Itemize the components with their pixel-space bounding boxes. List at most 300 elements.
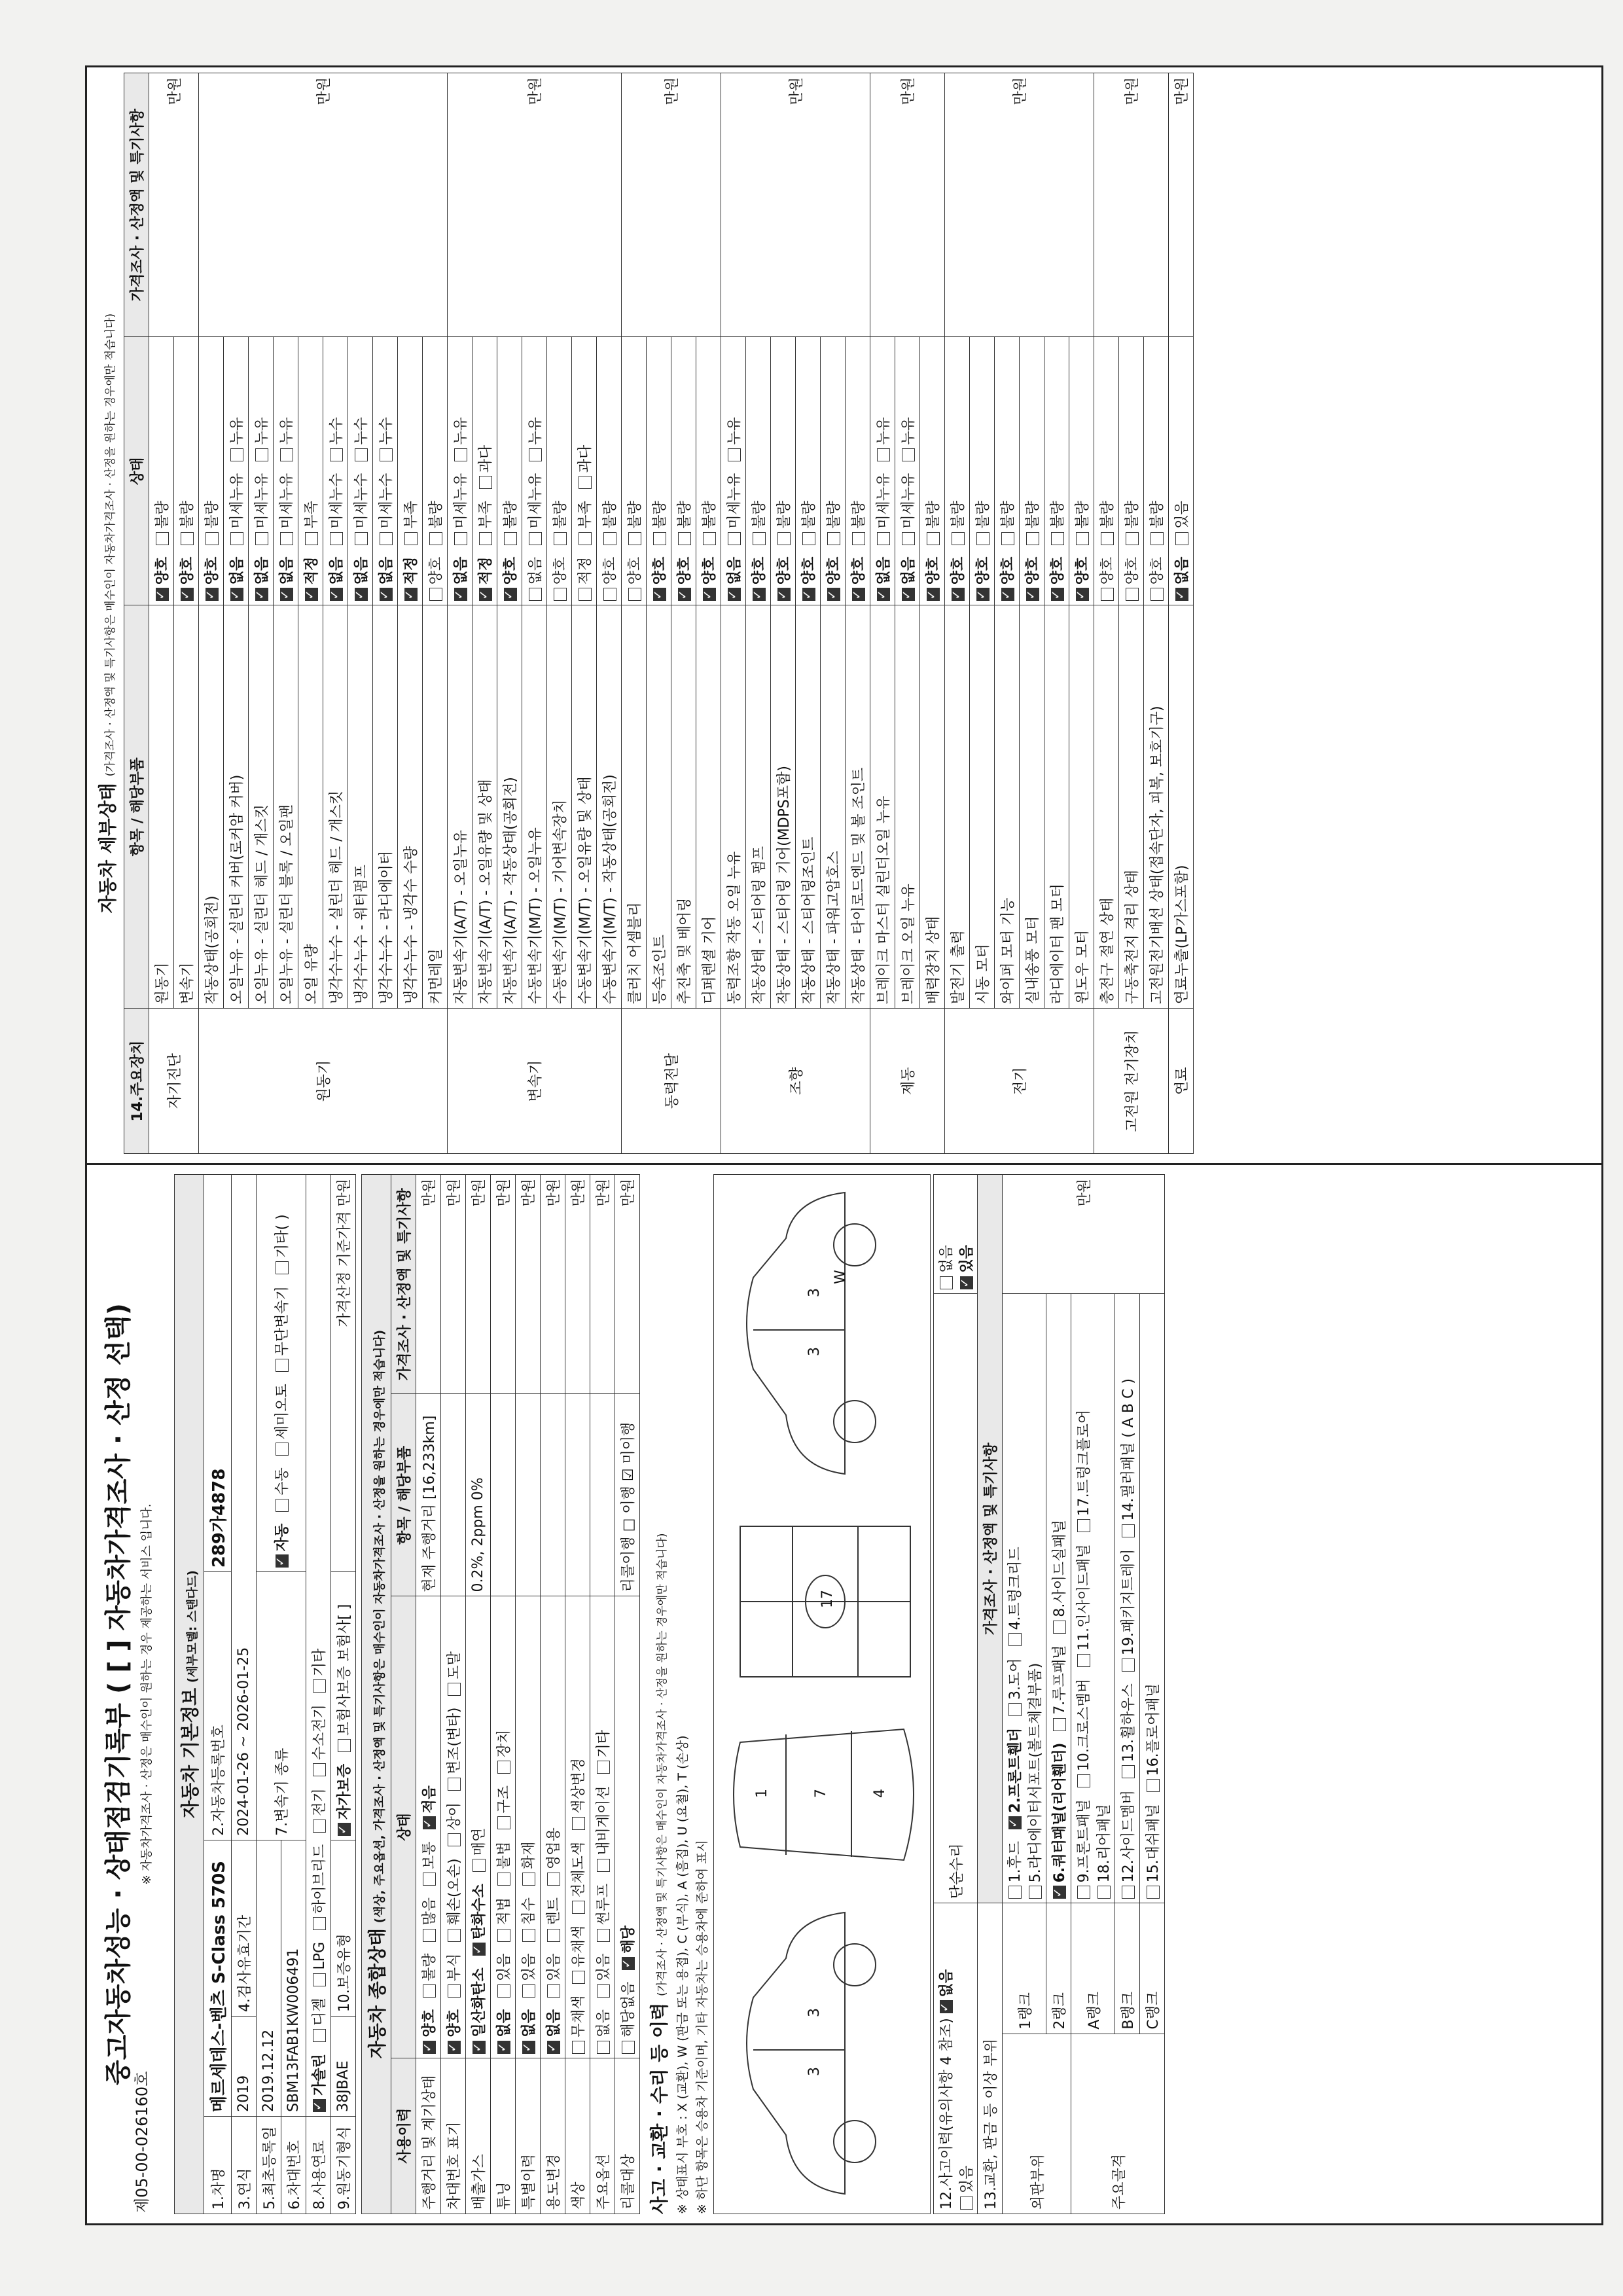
- checkbox[interactable]: [404, 532, 418, 545]
- general-option[interactable]: 보통: [421, 1842, 438, 1886]
- checkbox[interactable]: [454, 588, 467, 601]
- rank-item[interactable]: 8.사이드실패널: [1052, 1520, 1068, 1634]
- checkbox[interactable]: [330, 532, 343, 545]
- detail-option[interactable]: 누유: [229, 417, 245, 461]
- detail-option[interactable]: ✓양호: [1000, 557, 1016, 601]
- detail-option[interactable]: ✓양호: [179, 557, 196, 601]
- checkbox[interactable]: [313, 1763, 326, 1776]
- checkbox[interactable]: [423, 2041, 436, 2054]
- fuel-option[interactable]: 전기: [312, 1788, 328, 1833]
- detail-option[interactable]: 양호: [428, 557, 444, 601]
- checkbox[interactable]: [777, 532, 791, 545]
- checkbox[interactable]: [313, 1917, 326, 1930]
- checkbox[interactable]: [877, 532, 890, 545]
- checkbox[interactable]: [230, 532, 243, 545]
- checkbox[interactable]: [728, 588, 741, 601]
- detail-option[interactable]: 적정: [577, 557, 594, 601]
- checkbox[interactable]: [1150, 532, 1164, 545]
- checkbox[interactable]: [1122, 1886, 1135, 1899]
- rank-item[interactable]: 9.프론트패널: [1076, 1799, 1092, 1899]
- general-option[interactable]: 있음: [546, 1954, 562, 1998]
- checkbox[interactable]: [355, 588, 368, 601]
- detail-option[interactable]: 부족: [577, 501, 594, 545]
- detail-option[interactable]: 불량: [975, 501, 991, 545]
- checkbox[interactable]: [276, 1443, 289, 1456]
- checkbox[interactable]: [547, 2041, 560, 2054]
- checkbox[interactable]: [479, 532, 492, 545]
- detail-option[interactable]: ✓없음: [279, 557, 295, 601]
- detail-option[interactable]: 미세누유: [527, 473, 544, 545]
- detail-option[interactable]: 미세누수: [378, 473, 395, 545]
- rank-item[interactable]: 11.인사이드패널: [1076, 1544, 1092, 1667]
- rank-item[interactable]: 16.플로어패널: [1145, 1683, 1162, 1792]
- detail-option[interactable]: ✓없음: [876, 557, 892, 601]
- detail-option[interactable]: 양호: [1099, 557, 1116, 601]
- checkbox[interactable]: [827, 532, 840, 545]
- detail-option[interactable]: ✓없음: [254, 557, 270, 601]
- general-option[interactable]: ✓탄화수소: [471, 1884, 488, 1956]
- general-option[interactable]: 내비게이션: [596, 1786, 612, 1872]
- checkbox[interactable]: [852, 588, 865, 601]
- detail-option[interactable]: 없음: [527, 557, 544, 601]
- detail-option[interactable]: 불량: [702, 501, 718, 545]
- checkbox[interactable]: [1053, 1621, 1066, 1634]
- checkbox[interactable]: [313, 1973, 326, 1986]
- detail-option[interactable]: ✓양호: [154, 557, 171, 601]
- accident-option[interactable]: 있음: [959, 2165, 975, 2210]
- checkbox[interactable]: [423, 1873, 436, 1886]
- general-option[interactable]: 렌트: [546, 1897, 562, 1942]
- rank-item[interactable]: 10.크로스멤버: [1076, 1679, 1092, 1787]
- checkbox[interactable]: [1077, 1519, 1090, 1532]
- checkbox[interactable]: [952, 588, 965, 601]
- simple-repair-option[interactable]: 없음: [938, 1245, 955, 1289]
- checkbox[interactable]: [597, 1984, 610, 1998]
- checkbox[interactable]: [338, 1823, 351, 1836]
- checkbox[interactable]: [522, 1873, 535, 1886]
- checkbox[interactable]: [448, 1984, 461, 1998]
- checkbox[interactable]: [497, 1761, 510, 1774]
- checkbox[interactable]: [330, 588, 343, 601]
- general-option[interactable]: 있음: [496, 1954, 512, 1998]
- general-option[interactable]: 무채색: [571, 1996, 587, 2054]
- checkbox[interactable]: [156, 532, 169, 545]
- fuel-option[interactable]: 하이브리드: [312, 1844, 328, 1930]
- checkbox[interactable]: [338, 1739, 351, 1752]
- general-option[interactable]: ✓일산화탄소: [471, 1967, 488, 2053]
- fuel-option[interactable]: ✓가솔린: [312, 2054, 328, 2112]
- checkbox[interactable]: [952, 532, 965, 545]
- checkbox[interactable]: [1029, 1886, 1042, 1899]
- trans-option[interactable]: ✓자동: [274, 1524, 291, 1568]
- fuel-option[interactable]: 수소전기: [312, 1704, 328, 1776]
- rank-item[interactable]: 13.휠하우스: [1120, 1683, 1137, 1778]
- general-option[interactable]: ✓없음: [496, 2009, 512, 2054]
- checkbox[interactable]: [653, 532, 666, 545]
- detail-option[interactable]: ✓없음: [1174, 557, 1190, 601]
- checkbox[interactable]: [1001, 532, 1014, 545]
- detail-option[interactable]: 누수: [329, 417, 345, 461]
- checkbox[interactable]: [1008, 1816, 1022, 1829]
- checkbox[interactable]: [547, 1984, 560, 1998]
- checkbox[interactable]: [1077, 1654, 1090, 1667]
- rank-item[interactable]: 19.패키지트레이: [1120, 1549, 1137, 1672]
- checkbox[interactable]: [313, 1679, 326, 1693]
- checkbox[interactable]: [497, 1929, 510, 1942]
- checkbox[interactable]: [1026, 588, 1039, 601]
- checkbox[interactable]: [927, 588, 940, 601]
- checkbox[interactable]: [1122, 1765, 1135, 1778]
- checkbox[interactable]: [554, 588, 567, 601]
- checkbox[interactable]: [1051, 532, 1064, 545]
- checkbox[interactable]: [522, 2041, 535, 2054]
- detail-option[interactable]: 누유: [901, 417, 917, 461]
- detail-option[interactable]: ✓양호: [503, 557, 519, 601]
- checkbox[interactable]: [497, 1984, 510, 1998]
- rank-item[interactable]: 15.대쉬패널: [1145, 1804, 1162, 1899]
- detail-option[interactable]: 불량: [154, 501, 171, 545]
- checkbox[interactable]: [1001, 588, 1014, 601]
- detail-option[interactable]: 양호: [1149, 557, 1166, 601]
- checkbox[interactable]: [423, 1929, 436, 1942]
- checkbox[interactable]: [380, 448, 393, 461]
- checkbox[interactable]: [529, 532, 542, 545]
- general-option[interactable]: 적법: [496, 1897, 512, 1942]
- checkbox[interactable]: [976, 588, 990, 601]
- checkbox[interactable]: [1147, 1779, 1160, 1792]
- detail-option[interactable]: 과다: [478, 445, 494, 490]
- detail-option[interactable]: 누유: [726, 417, 743, 461]
- rank-item[interactable]: ✓2.프론트휀더: [1007, 1728, 1024, 1829]
- checkbox[interactable]: [479, 476, 492, 489]
- checkbox[interactable]: [504, 532, 517, 545]
- general-option[interactable]: 불법: [496, 1842, 512, 1886]
- detail-option[interactable]: ✓적정: [304, 557, 320, 601]
- checkbox[interactable]: [522, 1929, 535, 1942]
- checkbox[interactable]: [280, 588, 293, 601]
- checkbox[interactable]: [255, 448, 268, 461]
- checkbox[interactable]: [255, 588, 268, 601]
- detail-option[interactable]: ✓양호: [1025, 557, 1041, 601]
- general-option[interactable]: 기타: [596, 1730, 612, 1774]
- checkbox[interactable]: [1026, 532, 1039, 545]
- trans-option[interactable]: 세미오토: [274, 1384, 291, 1456]
- general-option[interactable]: 영업용: [546, 1827, 562, 1886]
- general-option[interactable]: 매연: [471, 1828, 488, 1873]
- detail-option[interactable]: ✓없음: [453, 557, 469, 601]
- detail-option[interactable]: 부족: [478, 501, 494, 545]
- checkbox[interactable]: [280, 532, 293, 545]
- checkbox[interactable]: [280, 448, 293, 461]
- checkbox[interactable]: [448, 2041, 461, 2054]
- detail-option[interactable]: 불량: [776, 501, 793, 545]
- checkbox[interactable]: [1053, 1718, 1066, 1731]
- detail-option[interactable]: 불량: [1050, 501, 1066, 545]
- detail-option[interactable]: ✓양호: [851, 557, 867, 601]
- general-option[interactable]: 훼손(오손): [446, 1858, 463, 1941]
- checkbox[interactable]: [579, 476, 592, 489]
- checkbox[interactable]: [156, 588, 169, 601]
- checkbox[interactable]: [230, 588, 243, 601]
- checkbox[interactable]: [703, 588, 716, 601]
- detail-option[interactable]: 불량: [503, 501, 519, 545]
- checkbox[interactable]: [276, 1499, 289, 1512]
- checkbox[interactable]: [603, 532, 616, 545]
- detail-option[interactable]: 미세누유: [229, 473, 245, 545]
- detail-option[interactable]: 부족: [403, 501, 419, 545]
- detail-option[interactable]: ✓양호: [975, 557, 991, 601]
- checkbox[interactable]: [504, 588, 517, 601]
- checkbox[interactable]: [313, 1820, 326, 1833]
- checkbox[interactable]: [497, 2041, 510, 2054]
- detail-option[interactable]: 불량: [801, 501, 817, 545]
- checkbox[interactable]: [802, 532, 815, 545]
- checkbox[interactable]: [579, 588, 592, 601]
- general-option[interactable]: 전체도색: [571, 1842, 587, 1914]
- trans-option[interactable]: 기타( ): [274, 1214, 291, 1274]
- checkbox[interactable]: [473, 1943, 486, 1956]
- warranty-option[interactable]: 보험사보증 보험사[ ]: [336, 1604, 353, 1752]
- checkbox[interactable]: [940, 2000, 953, 2013]
- detail-option[interactable]: ✓적정: [478, 557, 494, 601]
- detail-option[interactable]: 미세누유: [876, 473, 892, 545]
- checkbox[interactable]: [448, 1929, 461, 1942]
- detail-option[interactable]: ✓양호: [652, 557, 668, 601]
- checkbox[interactable]: [305, 588, 318, 601]
- checkbox[interactable]: [1147, 1886, 1160, 1899]
- detail-option[interactable]: 불량: [179, 501, 196, 545]
- checkbox[interactable]: [622, 1957, 635, 1970]
- detail-option[interactable]: 양호: [1124, 557, 1141, 601]
- checkbox[interactable]: [728, 448, 741, 461]
- checkbox[interactable]: [976, 532, 990, 545]
- checkbox[interactable]: [473, 1859, 486, 1872]
- detail-option[interactable]: ✓양호: [801, 557, 817, 601]
- detail-option[interactable]: ✓양호: [702, 557, 718, 601]
- checkbox[interactable]: [877, 588, 890, 601]
- checkbox[interactable]: [1076, 588, 1089, 601]
- checkbox[interactable]: [497, 1817, 510, 1830]
- checkbox[interactable]: [603, 588, 616, 601]
- detail-option[interactable]: 불량: [851, 501, 867, 545]
- detail-option[interactable]: 불량: [204, 501, 221, 545]
- checkbox[interactable]: [276, 1554, 289, 1568]
- general-option[interactable]: 화재: [521, 1842, 537, 1886]
- detail-option[interactable]: 누수: [353, 417, 370, 461]
- checkbox[interactable]: [1175, 532, 1188, 545]
- general-option[interactable]: 유채색: [571, 1926, 587, 1984]
- detail-option[interactable]: 양호: [627, 557, 643, 601]
- checkbox[interactable]: [628, 532, 641, 545]
- checkbox[interactable]: [554, 532, 567, 545]
- detail-option[interactable]: 미세누유: [254, 473, 270, 545]
- rank-item[interactable]: 5.라디에이터서포트(볼트체결부품): [1027, 1663, 1044, 1899]
- checkbox[interactable]: [753, 588, 766, 601]
- checkbox[interactable]: [355, 448, 368, 461]
- checkbox[interactable]: [255, 532, 268, 545]
- checkbox[interactable]: [205, 532, 219, 545]
- checkbox[interactable]: [753, 532, 766, 545]
- checkbox[interactable]: [380, 532, 393, 545]
- checkbox[interactable]: [1101, 532, 1114, 545]
- detail-option[interactable]: ✓양호: [826, 557, 842, 601]
- detail-option[interactable]: 불량: [1099, 501, 1116, 545]
- checkbox[interactable]: [547, 1873, 560, 1886]
- checkbox[interactable]: [1008, 1633, 1022, 1646]
- checkbox[interactable]: [1122, 1524, 1135, 1537]
- detail-option[interactable]: ✓없음: [353, 557, 370, 601]
- checkbox[interactable]: [313, 2099, 326, 2112]
- detail-option[interactable]: 불량: [751, 501, 768, 545]
- checkbox[interactable]: [1077, 1774, 1090, 1787]
- detail-option[interactable]: 누유: [279, 417, 295, 461]
- detail-option[interactable]: 미세누유: [726, 473, 743, 545]
- detail-option[interactable]: 불량: [1124, 501, 1141, 545]
- checkbox[interactable]: [276, 1359, 289, 1372]
- general-option[interactable]: 불량: [421, 1954, 438, 1998]
- checkbox[interactable]: [313, 2029, 326, 2042]
- detail-option[interactable]: 누유: [527, 417, 544, 461]
- checkbox[interactable]: [230, 448, 243, 461]
- checkbox[interactable]: [902, 588, 915, 601]
- trans-option[interactable]: 무단변속기: [274, 1286, 291, 1372]
- detail-option[interactable]: ✓없음: [378, 557, 395, 601]
- detail-option[interactable]: 과다: [577, 445, 594, 490]
- rank-item[interactable]: ✓6.쿼터패널(리어휀더): [1052, 1743, 1068, 1899]
- checkbox[interactable]: [454, 532, 467, 545]
- checkbox[interactable]: [1097, 1886, 1111, 1899]
- detail-option[interactable]: 불량: [652, 501, 668, 545]
- detail-option[interactable]: ✓없음: [726, 557, 743, 601]
- general-option[interactable]: 있음: [521, 1954, 537, 1998]
- checkbox[interactable]: [529, 448, 542, 461]
- detail-option[interactable]: 미세누수: [329, 473, 345, 545]
- rank-item[interactable]: 1.후드: [1007, 1841, 1024, 1899]
- checkbox[interactable]: [960, 1276, 973, 1289]
- fuel-option[interactable]: 디젤: [312, 1998, 328, 2043]
- detail-option[interactable]: ✓없음: [901, 557, 917, 601]
- checkbox[interactable]: [1175, 588, 1188, 601]
- general-option[interactable]: 많음: [421, 1897, 438, 1942]
- general-option[interactable]: ✓적음: [421, 1785, 438, 1830]
- detail-option[interactable]: 미세누유: [279, 473, 295, 545]
- detail-option[interactable]: 불량: [602, 501, 618, 545]
- checkbox[interactable]: [703, 532, 716, 545]
- checkbox[interactable]: [1122, 1659, 1135, 1672]
- general-option[interactable]: ✓양호: [446, 2009, 463, 2054]
- rank-item[interactable]: 7.루프패널: [1052, 1645, 1068, 1731]
- detail-option[interactable]: 누유: [453, 417, 469, 461]
- checkbox[interactable]: [1008, 1886, 1022, 1899]
- checkbox[interactable]: [1150, 588, 1164, 601]
- accident-option[interactable]: ✓없음: [938, 1969, 955, 2014]
- checkbox[interactable]: [429, 588, 442, 601]
- checkbox[interactable]: [852, 532, 865, 545]
- general-option[interactable]: 부식: [446, 1954, 463, 1998]
- detail-option[interactable]: 불량: [1149, 501, 1166, 545]
- general-option[interactable]: 해당없음: [620, 1982, 637, 2054]
- checkbox[interactable]: [597, 1859, 610, 1872]
- detail-option[interactable]: 불량: [552, 501, 569, 545]
- detail-option[interactable]: ✓양호: [950, 557, 967, 601]
- detail-option[interactable]: 부족: [304, 501, 320, 545]
- checkbox[interactable]: [404, 588, 418, 601]
- checkbox[interactable]: [597, 2041, 610, 2054]
- checkbox[interactable]: [902, 448, 915, 461]
- checkbox[interactable]: [1053, 1886, 1066, 1899]
- checkbox[interactable]: [205, 588, 219, 601]
- checkbox[interactable]: [330, 448, 343, 461]
- general-option[interactable]: 상이: [446, 1803, 463, 1847]
- detail-option[interactable]: 누수: [378, 417, 395, 461]
- fuel-option[interactable]: LPG: [312, 1942, 328, 1986]
- detail-option[interactable]: 불량: [677, 501, 693, 545]
- checkbox[interactable]: [902, 532, 915, 545]
- detail-option[interactable]: 불량: [627, 501, 643, 545]
- fuel-option[interactable]: 기타: [312, 1649, 328, 1693]
- checkbox[interactable]: [423, 1817, 436, 1830]
- detail-option[interactable]: ✓적정: [403, 557, 419, 601]
- checkbox[interactable]: [579, 532, 592, 545]
- checkbox[interactable]: [1077, 1886, 1090, 1899]
- detail-option[interactable]: 미세누수: [353, 473, 370, 545]
- checkbox[interactable]: [877, 448, 890, 461]
- checkbox[interactable]: [380, 588, 393, 601]
- checkbox[interactable]: [597, 1929, 610, 1942]
- checkbox[interactable]: [497, 1873, 510, 1886]
- detail-option[interactable]: ✓양호: [925, 557, 942, 601]
- checkbox[interactable]: [572, 1971, 585, 1984]
- detail-option[interactable]: ✓양호: [751, 557, 768, 601]
- general-option[interactable]: ✓없음: [521, 2009, 537, 2054]
- checkbox[interactable]: [622, 2041, 635, 2054]
- general-option[interactable]: 장치: [496, 1729, 512, 1774]
- checkbox[interactable]: [728, 532, 741, 545]
- checkbox[interactable]: [522, 1984, 535, 1998]
- detail-option[interactable]: ✓없음: [329, 557, 345, 601]
- checkbox[interactable]: [960, 2197, 973, 2210]
- checkbox[interactable]: [1008, 1703, 1022, 1716]
- checkbox[interactable]: [653, 588, 666, 601]
- rank-item[interactable]: 12.사이드멤버: [1120, 1790, 1137, 1899]
- general-option[interactable]: 썬루프: [596, 1884, 612, 1942]
- checkbox[interactable]: [802, 588, 815, 601]
- checkbox[interactable]: [448, 1683, 461, 1696]
- general-option[interactable]: 구조: [496, 1785, 512, 1830]
- detail-option[interactable]: 불량: [950, 501, 967, 545]
- checkbox[interactable]: [429, 532, 442, 545]
- general-option[interactable]: 변조(변타): [446, 1708, 463, 1791]
- checkbox[interactable]: [777, 588, 791, 601]
- detail-option[interactable]: 불량: [1075, 501, 1091, 545]
- general-option[interactable]: 색상변경: [571, 1758, 587, 1830]
- detail-option[interactable]: ✓양호: [677, 557, 693, 601]
- checkbox[interactable]: [940, 1276, 953, 1289]
- checkbox[interactable]: [276, 1261, 289, 1274]
- rank-item[interactable]: 14.필러패널 ( A B C ): [1120, 1378, 1137, 1537]
- detail-option[interactable]: 있음: [1174, 501, 1190, 545]
- detail-option[interactable]: ✓양호: [1075, 557, 1091, 601]
- detail-option[interactable]: ✓없음: [229, 557, 245, 601]
- checkbox[interactable]: [927, 532, 940, 545]
- checkbox[interactable]: [181, 588, 194, 601]
- rank-item[interactable]: 17.트렁크플로어: [1076, 1410, 1092, 1533]
- detail-option[interactable]: 양호: [552, 557, 569, 601]
- checkbox[interactable]: [529, 588, 542, 601]
- checkbox[interactable]: [448, 1833, 461, 1846]
- checkbox[interactable]: [1076, 532, 1089, 545]
- rank-item[interactable]: 4.트렁크리드: [1007, 1547, 1024, 1646]
